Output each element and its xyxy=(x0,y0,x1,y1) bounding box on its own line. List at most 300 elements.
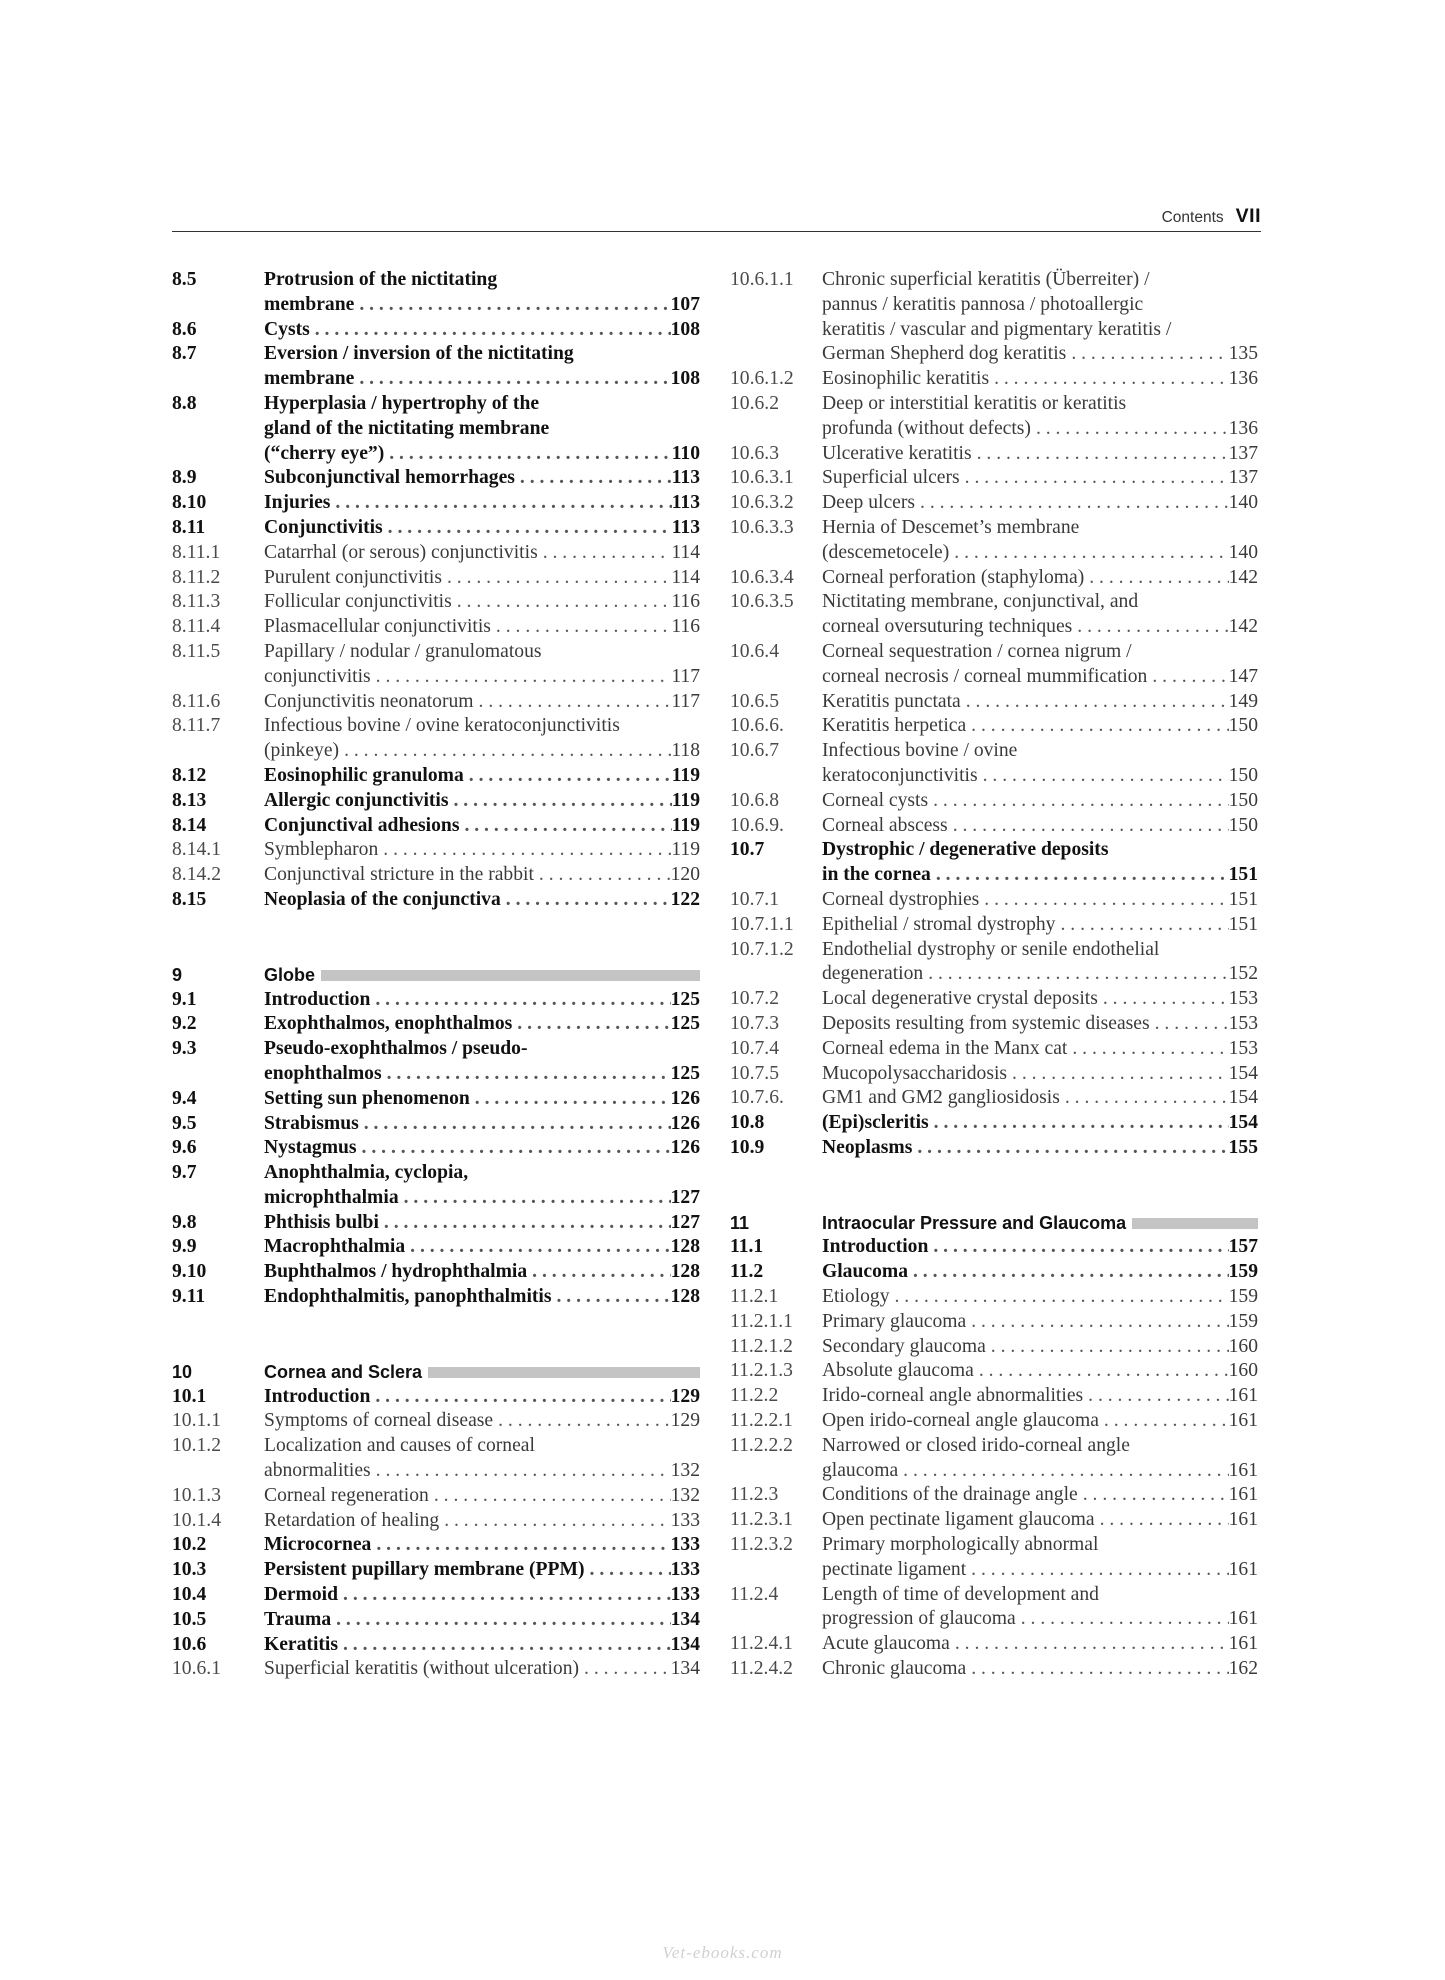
dot-leader xyxy=(890,1285,1229,1310)
toc-entry-page: 151 xyxy=(1228,888,1258,910)
toc-entry xyxy=(730,789,1258,814)
toc-entry-body xyxy=(822,1136,1258,1161)
toc-entry-number: 11.2.2.1 xyxy=(730,1410,793,1432)
toc-entry-title-line: Purulent conjunctivitis xyxy=(264,566,442,588)
toc-entry-number: 10.6.6. xyxy=(730,715,784,737)
dot-leader xyxy=(527,1260,670,1285)
toc-entry-page: 136 xyxy=(1228,417,1258,439)
toc-column-left xyxy=(172,268,700,1682)
toc-entry-page: 108 xyxy=(670,368,700,390)
toc-entry-title-line: Keratitis xyxy=(264,1633,338,1655)
toc-entry-title-line: German Shepherd dog keratitis xyxy=(822,343,1067,365)
toc-entry-number: 11.2.1 xyxy=(730,1286,779,1308)
dot-leader xyxy=(1078,1483,1229,1508)
toc-entry-number: 8.11.5 xyxy=(172,640,221,662)
toc-entry-last-line xyxy=(264,367,700,392)
toc-entry-page: 137 xyxy=(1228,442,1258,464)
toc-entry-title-line: Dermoid xyxy=(264,1584,339,1606)
toc-entry xyxy=(172,1434,700,1484)
toc-entry-page: 118 xyxy=(671,740,700,762)
toc-entry-title-line: Deep ulcers xyxy=(822,492,916,514)
toc-entry-page: 119 xyxy=(671,814,700,836)
toc-entry xyxy=(730,367,1258,392)
toc-entry xyxy=(730,1409,1258,1434)
toc-entry-body xyxy=(264,1484,700,1509)
watermark xyxy=(0,1943,1445,1963)
toc-entry xyxy=(172,1161,700,1211)
toc-entry xyxy=(730,913,1258,938)
toc-entry-title-line: Pseudo-exophthalmos / pseudo- xyxy=(264,1038,528,1060)
toc-entry-number: 9.2 xyxy=(172,1013,197,1035)
header-page-number: VII xyxy=(1235,205,1261,227)
toc-entry-title-line: Hyperplasia / hypertrophy of the xyxy=(264,392,540,414)
toc-entry-page: 150 xyxy=(1228,789,1258,811)
toc-entry-last-line xyxy=(822,367,1258,392)
toc-entry-number: 8.11.4 xyxy=(172,616,221,638)
toc-entry-title-line: Retardation of healing xyxy=(264,1509,440,1531)
toc-entry-last-line xyxy=(822,1285,1258,1310)
toc-entry-page: 133 xyxy=(670,1534,700,1556)
dot-leader xyxy=(371,1459,671,1484)
toc-entry-title-line: Papillary / nodular / granulomatous xyxy=(264,640,542,662)
toc-entry-last-line xyxy=(264,1211,700,1236)
toc-entry-number: 10.7.3 xyxy=(730,1012,779,1034)
toc-entry-title-line: Introduction xyxy=(822,1236,929,1258)
toc-entry-page: 140 xyxy=(1228,492,1258,514)
toc-entry-title-line: Absolute glaucoma xyxy=(822,1360,974,1382)
toc-entry-number: 10.6.8 xyxy=(730,789,779,811)
toc-entry xyxy=(730,1359,1258,1384)
toc-entry xyxy=(172,566,700,591)
toc-entry-last-line xyxy=(822,1012,1258,1037)
toc-entry xyxy=(172,888,700,913)
toc-entry-body xyxy=(264,1211,700,1236)
toc-entry-last-line xyxy=(264,1633,700,1658)
toc-entry-body xyxy=(264,1409,700,1434)
toc-entry-number: 10.6.7 xyxy=(730,740,779,762)
toc-entry xyxy=(730,1434,1258,1484)
toc-entry-last-line xyxy=(822,1632,1258,1657)
toc-entry-page: 142 xyxy=(1228,616,1258,638)
toc-entry-number: 10.1 xyxy=(172,1385,207,1407)
dot-leader xyxy=(378,838,671,863)
toc-entry-body xyxy=(822,1037,1258,1062)
toc-entry xyxy=(730,1483,1258,1508)
toc-entry-page: 135 xyxy=(1228,343,1258,365)
toc-entry xyxy=(172,268,700,318)
dot-leader xyxy=(470,1087,671,1112)
toc-entry xyxy=(172,1211,700,1236)
toc-entry-number: 10.7.1.1 xyxy=(730,913,794,935)
toc-entry-last-line xyxy=(822,1335,1258,1360)
toc-entry-title-line: gland of the nictitating membrane xyxy=(264,417,550,439)
toc-entry-number: 11.2.3.1 xyxy=(730,1509,793,1531)
dot-leader xyxy=(338,1633,671,1658)
toc-entry-number: 10.1.2 xyxy=(172,1435,221,1457)
toc-entry-number: 8.11 xyxy=(172,516,206,538)
dot-leader xyxy=(1060,1086,1229,1111)
toc-entry-page: 154 xyxy=(1228,1087,1258,1109)
toc-entry xyxy=(730,268,1258,367)
toc-entry-number: 10.7.2 xyxy=(730,988,779,1010)
toc-entry-page: 161 xyxy=(1228,1410,1258,1432)
toc-entry-body xyxy=(264,789,700,814)
toc-entry-title-line: Glaucoma xyxy=(822,1261,908,1283)
toc-entry-body xyxy=(822,1657,1258,1682)
toc-entry-number: 11.2.4.2 xyxy=(730,1658,793,1680)
toc-entry-title-line: Neoplasms xyxy=(822,1136,913,1158)
toc-entry-title-line: Local degenerative crystal deposits xyxy=(822,988,1098,1010)
toc-entry-number: 8.15 xyxy=(172,888,207,910)
toc-entry-page: 149 xyxy=(1228,690,1258,712)
dot-leader xyxy=(501,888,671,913)
toc-entry-last-line xyxy=(822,1062,1258,1087)
toc-entry xyxy=(172,1633,700,1658)
toc-entry xyxy=(172,491,700,516)
toc-entry-title-line: in the cornea xyxy=(822,864,931,886)
toc-entry-page: 150 xyxy=(1228,814,1258,836)
toc-entry xyxy=(730,1111,1258,1136)
toc-entry-body xyxy=(264,615,700,640)
toc-entry-page: 114 xyxy=(671,541,700,563)
toc-entry-title-line: Exophthalmos, enophthalmos xyxy=(264,1013,513,1035)
toc-entry xyxy=(172,640,700,690)
toc-entry-page: 128 xyxy=(670,1286,700,1308)
toc-entry-number: 10.6.9. xyxy=(730,814,784,836)
toc-entry-body xyxy=(822,789,1258,814)
toc-entry-last-line xyxy=(822,342,1258,367)
dot-leader xyxy=(1083,1384,1228,1409)
toc-entry xyxy=(730,987,1258,1012)
toc-entry-number: 11.2.3.2 xyxy=(730,1534,793,1556)
toc-entry-title-line: Follicular conjunctivitis xyxy=(264,591,452,613)
toc-chapter-heading xyxy=(172,963,700,988)
toc-entry-body xyxy=(264,690,700,715)
toc-entry-body xyxy=(822,1508,1258,1533)
dot-leader xyxy=(908,1260,1229,1285)
toc-entry-title-line: Chronic glaucoma xyxy=(822,1658,967,1680)
dot-leader xyxy=(966,714,1228,739)
toc-entry-page: 126 xyxy=(670,1112,700,1134)
toc-entry-title-line: Catarrhal (or serous) conjunctivitis xyxy=(264,541,538,563)
toc-entry-last-line xyxy=(264,863,700,888)
toc-entry-last-line xyxy=(822,690,1258,715)
toc-entry-title-line: Persistent pupillary membrane (PPM) xyxy=(264,1559,585,1581)
toc-entry xyxy=(172,318,700,343)
toc-entry-title-line: Phthisis bulbi xyxy=(264,1211,379,1233)
dot-leader xyxy=(1007,1062,1229,1087)
toc-entry-last-line xyxy=(264,1385,700,1410)
toc-column-right xyxy=(730,268,1258,1682)
toc-entry-body xyxy=(822,888,1258,913)
toc-entry-last-line xyxy=(822,1459,1258,1484)
toc-entry-number: 8.12 xyxy=(172,764,207,786)
toc-entry-title-line: Macrophthalmia xyxy=(264,1236,406,1258)
toc-entry xyxy=(172,1012,700,1037)
toc-entry-number: 10.6.3.2 xyxy=(730,492,794,514)
dot-leader xyxy=(986,1335,1229,1360)
toc-entry-body xyxy=(822,1310,1258,1335)
toc-entry xyxy=(730,1012,1258,1037)
toc-entry-title-line: Protrusion of the nictitating xyxy=(264,269,498,290)
toc-entry-number: 11.1 xyxy=(730,1236,764,1258)
toc-entry-last-line xyxy=(264,1533,700,1558)
toc-entry-page: 134 xyxy=(670,1633,700,1655)
toc-entry-title-line: Corneal regeneration xyxy=(264,1484,429,1506)
dot-leader xyxy=(928,1235,1228,1260)
toc-entry-title-line: Corneal edema in the Manx cat xyxy=(822,1037,1068,1059)
toc-entry-body xyxy=(264,1633,700,1658)
toc-entry-last-line xyxy=(264,1186,700,1211)
toc-entry-number: 10.7.6. xyxy=(730,1087,784,1109)
dot-leader xyxy=(966,1558,1228,1583)
toc-entry xyxy=(730,1260,1258,1285)
header-section-label: Contents xyxy=(1161,209,1224,226)
toc-entry-number: 8.14.2 xyxy=(172,864,221,886)
toc-entry-body xyxy=(822,1086,1258,1111)
toc-entry-body xyxy=(264,863,700,888)
toc-entry-title-line: Cysts xyxy=(264,318,310,340)
toc-entry-title-line: Conjunctivitis xyxy=(264,516,383,538)
toc-entry-last-line xyxy=(264,1012,700,1037)
toc-entry-page: 151 xyxy=(1228,864,1258,886)
toc-entry-last-line xyxy=(264,739,700,764)
toc-entry-number: 8.6 xyxy=(172,318,197,340)
dot-leader xyxy=(1084,566,1228,591)
toc-entry-title-line: Chronic superficial keratitis (Überreiter) / xyxy=(822,269,1150,290)
toc-entry-number: 8.11.7 xyxy=(172,715,221,737)
toc-entry-number: 9.10 xyxy=(172,1261,207,1283)
toc-entry-title-line: microphthalmia xyxy=(264,1186,399,1208)
toc-entry-body xyxy=(822,1583,1258,1633)
toc-entry xyxy=(730,1310,1258,1335)
toc-entry-number: 10.3 xyxy=(172,1559,207,1581)
toc-entry-page: 150 xyxy=(1228,715,1258,737)
toc-entry xyxy=(730,814,1258,839)
toc-entry-body xyxy=(822,1062,1258,1087)
toc-entry-title-line: corneal necrosis / corneal mummification xyxy=(822,665,1148,687)
toc-entry-number: 11.2.3 xyxy=(730,1484,779,1506)
toc-entry-number: 10.9 xyxy=(730,1136,765,1158)
toc-entry-number: 8.13 xyxy=(172,789,207,811)
toc-entry-title-line: Strabismus xyxy=(264,1112,359,1134)
toc-entry-title-line: Injuries xyxy=(264,492,331,514)
toc-entry-last-line xyxy=(822,442,1258,467)
toc-entry xyxy=(730,1508,1258,1533)
toc-entry-page: 119 xyxy=(671,789,700,811)
dot-leader xyxy=(379,1211,671,1236)
toc-entry-body xyxy=(264,1087,700,1112)
dot-leader xyxy=(1067,1037,1228,1062)
toc-entry-title-line: Nictitating membrane, conjunctival, and xyxy=(822,591,1139,613)
watermark-text: Vet-ebooks.com xyxy=(662,1943,783,1962)
toc-entry-last-line xyxy=(822,1235,1258,1260)
toc-entry xyxy=(730,888,1258,913)
toc-entry-last-line xyxy=(822,1136,1258,1161)
toc-entry-page: 128 xyxy=(670,1261,700,1283)
toc-entry-last-line xyxy=(822,1409,1258,1434)
toc-entry-last-line xyxy=(264,838,700,863)
toc-entry-page: 120 xyxy=(670,864,700,886)
toc-entry-last-line xyxy=(264,814,700,839)
toc-entry-page: 113 xyxy=(671,516,700,538)
dot-leader xyxy=(928,789,1228,814)
dot-leader xyxy=(1016,1607,1229,1632)
toc-entry-last-line xyxy=(822,1310,1258,1335)
toc-entry-number: 11.2.1.1 xyxy=(730,1310,793,1332)
toc-entry-body xyxy=(264,566,700,591)
toc-entry-title-line: (pinkeye) xyxy=(264,740,340,762)
toc-entry-number: 11.2.1.3 xyxy=(730,1360,793,1382)
toc-entry-title-line: Etiology xyxy=(822,1286,890,1308)
toc-entry-page: 162 xyxy=(1228,1658,1258,1680)
dot-leader xyxy=(371,1533,670,1558)
toc-entry xyxy=(172,392,700,466)
toc-entry xyxy=(730,1384,1258,1409)
toc-entry-body xyxy=(822,1111,1258,1136)
toc-entry-number: 10.6.3.4 xyxy=(730,566,794,588)
dot-leader xyxy=(978,764,1229,789)
dot-leader xyxy=(384,442,671,467)
toc-entry-last-line xyxy=(822,1384,1258,1409)
toc-entry-last-line xyxy=(264,988,700,1013)
toc-entry-last-line xyxy=(264,690,700,715)
toc-entry-page: 117 xyxy=(671,665,700,687)
toc-entry xyxy=(172,1260,700,1285)
toc-entry-page: 160 xyxy=(1228,1360,1258,1382)
dot-leader xyxy=(338,1583,671,1608)
toc-entry-last-line xyxy=(822,466,1258,491)
toc-entry-number: 10.7.1.2 xyxy=(730,938,794,960)
toc-entry xyxy=(172,789,700,814)
dot-leader xyxy=(966,1657,1228,1682)
dot-leader xyxy=(331,1608,670,1633)
toc-entry xyxy=(172,1409,700,1434)
toc-entry-title-line: Conditions of the drainage angle xyxy=(822,1484,1078,1506)
chapter-title: Globe xyxy=(264,964,316,985)
toc-entry-title-line: Endothelial dystrophy or senile endothelial xyxy=(822,938,1160,960)
toc-entry-last-line xyxy=(822,566,1258,591)
toc-entry-body xyxy=(264,342,700,392)
toc-entry xyxy=(172,764,700,789)
toc-entry-last-line xyxy=(822,987,1258,1012)
toc-entry-title-line: (“cherry eye”) xyxy=(264,442,385,464)
toc-entry-body xyxy=(264,1260,700,1285)
dot-leader xyxy=(948,814,1229,839)
toc-entry-title-line: Eosinophilic granuloma xyxy=(264,764,464,786)
toc-entry-body xyxy=(264,1360,700,1385)
dot-leader xyxy=(442,566,671,591)
toc-entry-body xyxy=(822,268,1258,367)
toc-entry-page: 161 xyxy=(1228,1608,1258,1630)
toc-entry-last-line xyxy=(264,1409,700,1434)
dot-leader xyxy=(989,367,1229,392)
toc-entry-body xyxy=(822,466,1258,491)
toc-entry xyxy=(730,1136,1258,1161)
toc-entry-body xyxy=(822,516,1258,566)
toc-entry xyxy=(172,714,700,764)
toc-entry-number: 8.11.3 xyxy=(172,591,221,613)
dot-leader xyxy=(929,1111,1229,1136)
toc-entry-last-line xyxy=(264,466,700,491)
toc-entry-body xyxy=(822,1434,1258,1484)
toc-entry-page: 160 xyxy=(1228,1335,1258,1357)
toc-entry-body xyxy=(264,1657,700,1682)
toc-entry-title-line: Primary glaucoma xyxy=(822,1310,967,1332)
dot-leader xyxy=(330,491,671,516)
toc-entry-body xyxy=(264,838,700,863)
toc-entry-title-line: profunda (without defects) xyxy=(822,417,1031,439)
toc-entry xyxy=(172,1583,700,1608)
toc-entry-last-line xyxy=(264,566,700,591)
toc-entry-body xyxy=(264,640,700,690)
toc-entry-title-line: Deep or interstitial keratitis or keratitis xyxy=(822,392,1127,414)
toc-entry-last-line xyxy=(822,1558,1258,1583)
toc-entry-page: 136 xyxy=(1228,368,1258,390)
toc-entry-body xyxy=(264,714,700,764)
dot-leader xyxy=(1072,615,1228,640)
toc-entry-page: 127 xyxy=(670,1186,700,1208)
dot-leader xyxy=(448,789,671,814)
chapter-bar xyxy=(321,970,700,981)
toc-entry xyxy=(730,1086,1258,1111)
dot-leader xyxy=(339,739,671,764)
toc-entry-number: 11.2.2 xyxy=(730,1385,779,1407)
toc-entry-last-line xyxy=(264,1484,700,1509)
toc-entry-page: 110 xyxy=(671,442,700,464)
toc-entry-body xyxy=(264,1558,700,1583)
toc-entry-last-line xyxy=(822,1657,1258,1682)
toc-entry-last-line xyxy=(264,541,700,566)
toc-entry-body xyxy=(264,814,700,839)
toc-entry-body xyxy=(264,1533,700,1558)
toc-entry-page: 134 xyxy=(670,1658,700,1680)
toc-entry-body xyxy=(264,1385,700,1410)
toc-entry-page: 129 xyxy=(670,1410,700,1432)
toc-entry-title-line: Keratitis herpetica xyxy=(822,715,967,737)
toc-entry-number: 10.6.1 xyxy=(172,1658,221,1680)
toc-entry-title-line: Acute glaucoma xyxy=(822,1633,950,1655)
toc-entry xyxy=(172,615,700,640)
toc-entry-title-line: Hernia of Descemet’s membrane xyxy=(822,516,1080,538)
toc-entry-body xyxy=(822,442,1258,467)
dot-leader xyxy=(357,1136,671,1161)
dot-leader xyxy=(464,764,672,789)
toc-entry-title-line: Deposits resulting from systemic diseases xyxy=(822,1012,1150,1034)
toc-entry-body xyxy=(264,888,700,913)
toc-entry-last-line xyxy=(264,665,700,690)
toc-entry-body xyxy=(822,739,1258,789)
dot-leader xyxy=(382,1062,671,1087)
toc-entry-body xyxy=(822,1285,1258,1310)
toc-entry-page: 119 xyxy=(671,839,700,861)
toc-entry-body xyxy=(822,1359,1258,1384)
toc-entry-number: 10.6.2 xyxy=(730,392,779,414)
toc-entry-last-line xyxy=(822,888,1258,913)
toc-entry xyxy=(730,690,1258,715)
dot-leader xyxy=(915,491,1229,516)
toc-entry-body xyxy=(822,590,1258,640)
toc-entry-page: 132 xyxy=(670,1460,700,1482)
toc-entry xyxy=(172,1136,700,1161)
toc-entry-number: 9.4 xyxy=(172,1087,197,1109)
toc-entry xyxy=(730,714,1258,739)
toc-entry-title-line: Nystagmus xyxy=(264,1137,357,1159)
toc-entry-title-line: (Epi)scleritis xyxy=(822,1112,929,1134)
toc-entry-last-line xyxy=(264,615,700,640)
toc-entry-last-line xyxy=(264,888,700,913)
toc-entry-title-line: abnormalities xyxy=(264,1460,371,1482)
